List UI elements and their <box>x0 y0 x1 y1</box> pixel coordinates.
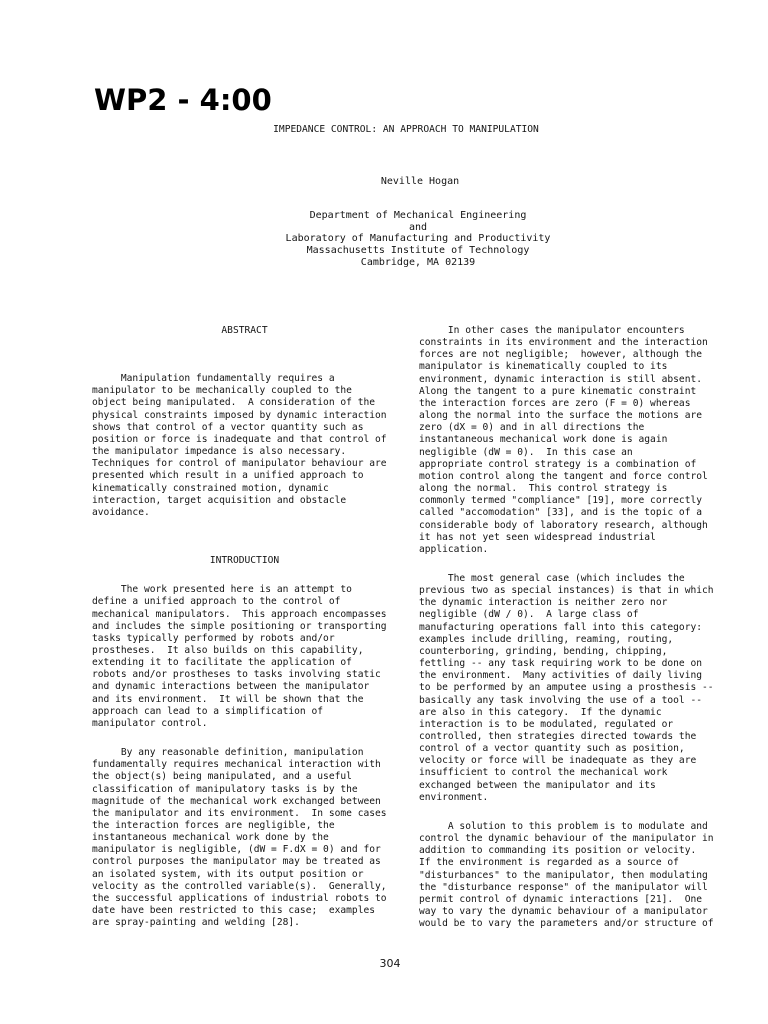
text-line: controlled, then strategies directed towards the <box>419 731 697 742</box>
text-line: constraints in its environment and the interaction <box>419 337 708 349</box>
text-line: insufficient to control the mechanical work <box>419 767 668 779</box>
text-line: control of a vector quantity such as position, <box>419 743 685 755</box>
text-line: velocity or force will be inadequate as they are <box>419 755 697 767</box>
text-line: Along the tangent to a pure kinematic constraint <box>419 385 697 397</box>
text-line: mechanical manipulators. This approach encompasses <box>92 608 387 620</box>
affiliation-line: and <box>408 221 428 233</box>
text-line: A solution to this problem is to modulate and <box>419 820 708 832</box>
text-line: environment, dynamic interaction is still absent. <box>419 373 703 385</box>
text-line: By any reasonable definition, manipulation <box>92 747 364 759</box>
text-line: permit control of dynamic interactions [21]. One <box>419 893 703 905</box>
text-line: fundamentally requires mechanical interaction with <box>92 759 381 771</box>
affiliation-line: Laboratory of Manufacturing and Productivity <box>285 233 551 245</box>
text-line: along the normal. This control strategy is <box>419 483 668 495</box>
text-line: negligible (dW = 0). In this case an <box>419 446 633 458</box>
text-line: avoidance. <box>92 506 150 518</box>
text-line: examples include drilling, reaming, routing, <box>419 633 674 645</box>
text-line: are spray-painting and welding [28]. <box>92 917 300 929</box>
affiliation-line: Cambridge, MA 02139 <box>360 256 476 268</box>
text-line: the manipulator impedance is also necessary. <box>92 446 347 458</box>
introduction-heading: INTRODUCTION <box>209 555 280 567</box>
text-line: the environment. Many activities of daily living <box>419 670 703 682</box>
text-line: considerable body of laboratory research, although <box>419 519 708 531</box>
text-line: robots and/or prostheses to tasks involving static <box>92 669 381 681</box>
right-column <box>419 325 724 947</box>
abstract-heading: ABSTRACT <box>221 325 268 336</box>
text-line: and its environment. It will be shown that the <box>92 693 364 705</box>
text-line: In other cases the manipulator encounters <box>419 325 685 336</box>
text-line: date have been restricted to this case; examples <box>92 905 376 917</box>
body-paragraph-1 <box>419 325 724 556</box>
body-paragraph-3 <box>419 821 724 930</box>
text-line: approach can lead to a simplification of <box>92 705 324 717</box>
text-line: presented which result in a unified approach to <box>92 470 364 482</box>
text-line: along the normal into the surface the motions are <box>419 410 703 422</box>
text-line: manipulator is negligible, (dW = F.dX = 0) and for <box>92 844 381 856</box>
text-line: manufacturing operations fall into this category: <box>419 621 703 633</box>
intro-paragraph-2 <box>92 747 397 929</box>
text-line: object being manipulated. A consideration of the <box>92 397 376 409</box>
text-line: called "accomodation" [33], and is the topic of a <box>419 507 703 519</box>
text-line: and dynamic interactions between the manipulator <box>92 681 370 693</box>
text-line: previous two as special instances) is that in which <box>419 585 714 597</box>
author-affiliation <box>34 210 768 269</box>
author-name: Neville Hogan <box>380 176 460 187</box>
text-line: manipulator to be mechanically coupled to the <box>92 385 352 397</box>
paper-title: IMPEDANCE CONTROL: AN APPROACH TO MANIPULATION <box>273 124 539 135</box>
text-line: interaction, target acquisition and obstacle <box>92 494 347 506</box>
text-line: instantaneous mechanical work done by the <box>92 832 329 844</box>
text-line: are also in this category. If the dynamic <box>419 706 662 718</box>
text-line: classification of manipulatory tasks is by the <box>92 783 358 795</box>
text-line: the interaction forces are zero (F = 0) whereas <box>419 397 691 409</box>
text-line: basically any task involving the use of a tool -- <box>419 694 703 706</box>
text-line: velocity as the controlled variable(s). Generally, <box>92 880 387 892</box>
text-line: way to vary the dynamic behaviour of a manipulator <box>419 906 708 918</box>
affiliation-line: Department of Mechanical Engineering <box>309 210 527 221</box>
page-number: 304 <box>379 957 401 970</box>
text-line: commonly termed "compliance" [19], more correctly <box>419 495 703 507</box>
text-line: extending it to facilitate the application of <box>92 657 352 669</box>
text-line: negligible (dW / 0). A large class of <box>419 609 639 621</box>
session-code: WP2 - 4:00 <box>94 83 272 117</box>
text-line: kinematically constrained motion, dynamic <box>92 482 329 494</box>
text-line: manipulator control. <box>92 717 208 729</box>
text-line: Manipulation fundamentally requires a <box>92 373 335 385</box>
text-line: environment. <box>419 791 489 803</box>
text-line: application. <box>419 543 489 555</box>
text-line: define a unified approach to the control of <box>92 596 341 608</box>
text-line: the object(s) being manipulated, and a useful <box>92 771 352 783</box>
text-line: magnitude of the mechanical work exchanged between <box>92 795 381 807</box>
text-line: The work presented here is an attempt to <box>92 584 352 596</box>
text-line: would be to vary the parameters and/or structure of <box>419 918 714 930</box>
text-line: an isolated system, with its output position or <box>92 868 364 880</box>
text-line: If the environment is regarded as a source of <box>419 857 679 869</box>
text-line: shows that control of a vector quantity such as <box>92 421 364 433</box>
text-line: exchanged between the manipulator and its <box>419 779 656 791</box>
text-line: the successful applications of industrial robots to <box>92 892 387 904</box>
affiliation-line: Massachusetts Institute of Technology <box>306 245 530 257</box>
text-line: the "disturbance response" of the manipulator will <box>419 881 708 893</box>
text-line: control purposes the manipulator may be treated as <box>92 856 381 868</box>
abstract-paragraph <box>92 373 397 519</box>
text-line: interaction is to be modulated, regulated or <box>419 718 674 730</box>
text-line: the dynamic interaction is neither zero nor <box>419 597 668 609</box>
text-line: motion control along the tangent and force control <box>419 470 708 482</box>
text-line: manipulator is kinematically coupled to its <box>419 361 668 373</box>
text-line: and includes the simple positioning or transporting <box>92 620 387 632</box>
text-line: forces are not negligible; however, although the <box>419 349 703 361</box>
text-line: it has not yet seen widespread industrial <box>419 531 656 543</box>
text-line: appropriate control strategy is a combination of <box>419 458 697 470</box>
text-line: position or force is inadequate and that control of <box>92 433 387 445</box>
text-line: to be performed by an amputee using a prosthesis -- <box>419 682 714 694</box>
text-line: prostheses. It also builds on this capability, <box>92 644 364 656</box>
text-line: physical constraints imposed by dynamic interaction <box>92 409 387 421</box>
intro-paragraph-1 <box>92 584 397 730</box>
text-line: tasks typically performed by robots and/or <box>92 632 335 644</box>
text-line: fettling -- any task requiring work to be done on <box>419 658 703 670</box>
text-line: counterboring, grinding, bending, chipping, <box>419 645 668 657</box>
text-line: control the dynamic behaviour of the manipulator in <box>419 833 714 845</box>
text-line: "disturbances" to the manipulator, then modulating <box>419 869 708 881</box>
text-line: the manipulator and its environment. In some cases <box>92 807 387 819</box>
text-line: the interaction forces are negligible, the <box>92 820 335 831</box>
text-line: Techniques for control of manipulator behaviour are <box>92 458 387 470</box>
text-line: zero (dX = 0) and in all directions the <box>419 422 645 434</box>
text-line: instantaneous mechanical work done is again <box>419 434 668 446</box>
left-column <box>92 325 397 946</box>
body-paragraph-2 <box>419 573 724 804</box>
text-line: The most general case (which includes the <box>419 572 685 584</box>
text-line: addition to commanding its position or velocity. <box>419 845 697 857</box>
